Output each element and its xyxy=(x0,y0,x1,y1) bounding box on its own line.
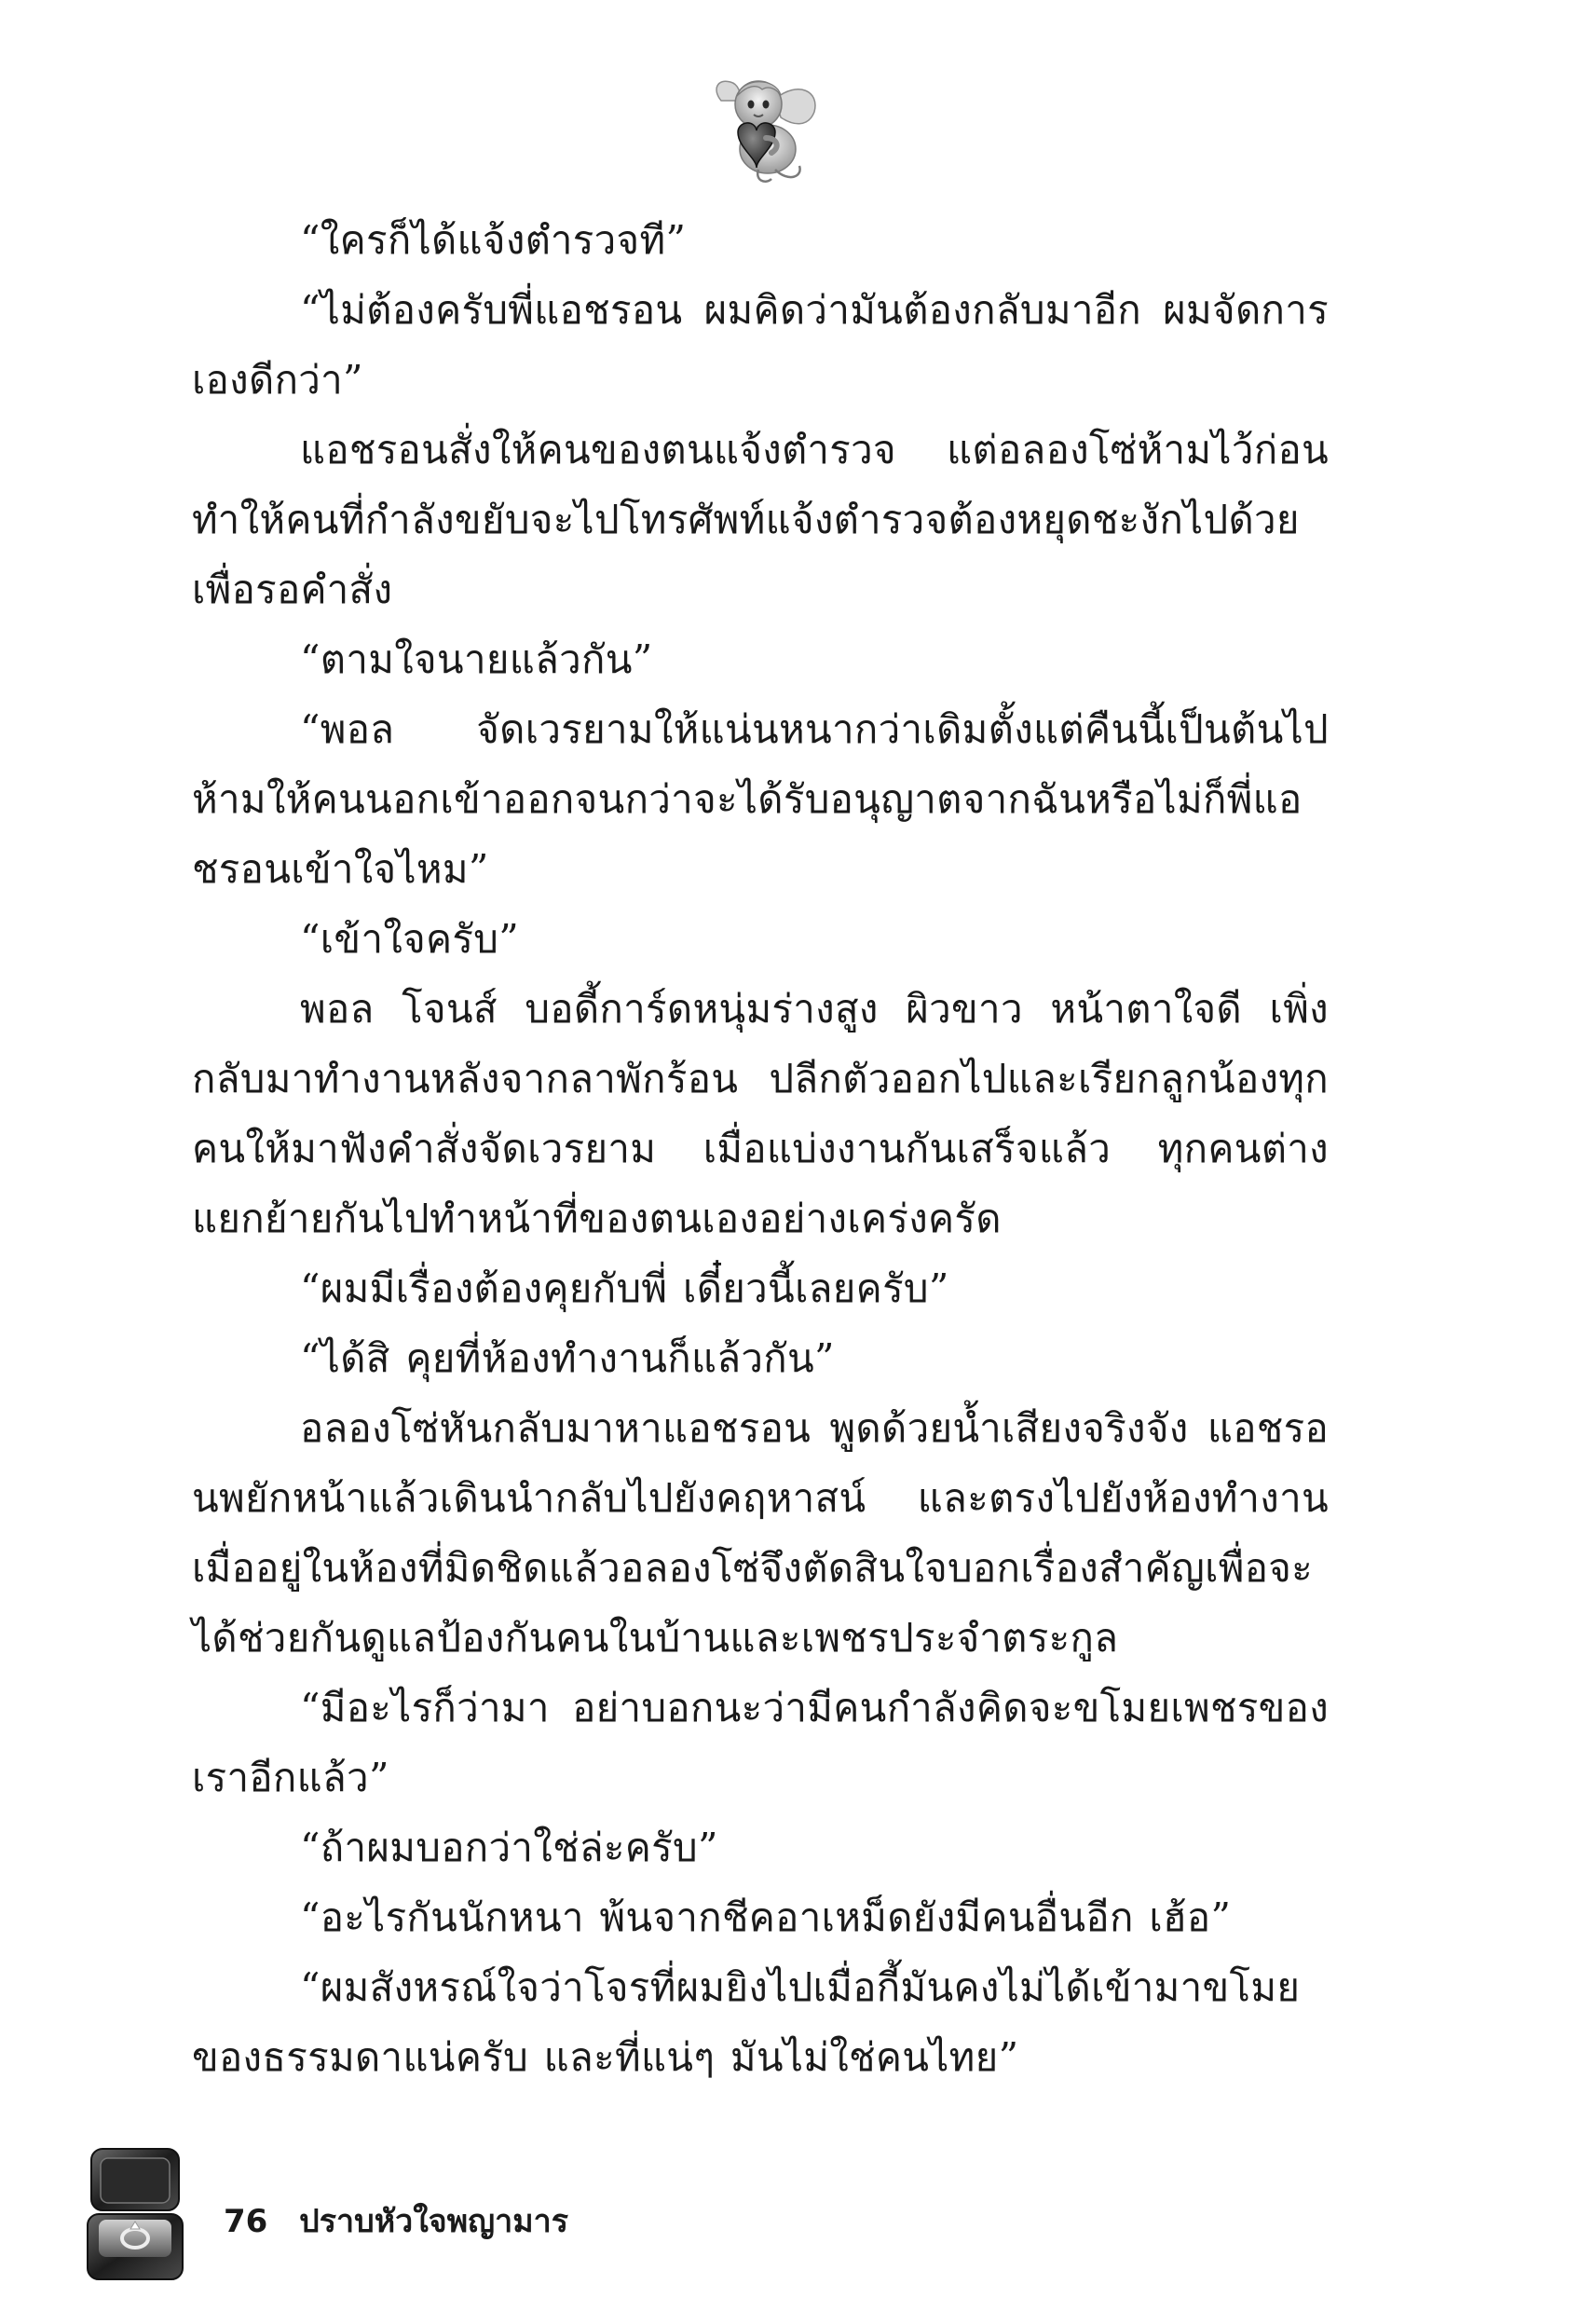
paragraph: “เข้าใจครับ” xyxy=(300,916,520,962)
paragraph: “ได้สิ คุยที่ห้องทำงานก็แล้วกัน” xyxy=(300,1335,835,1381)
paragraph: “มีอะไรก็ว่ามา อย่าบอกนะว่ามีคนกำลังคิดจะขโมยเพชรของเราอีกแล้ว” xyxy=(192,1685,1329,1800)
footer-label xyxy=(224,2195,568,2246)
cupid-with-heart-icon xyxy=(710,73,820,188)
page-footer xyxy=(84,2143,736,2283)
page-body xyxy=(192,205,1329,2092)
paragraph: “ไม่ต้องครับพี่แอชรอน ผมคิดว่ามันต้องกลับมาอีก ผมจัดการเองดีกว่า” xyxy=(192,287,1329,403)
paragraph: “ผมสังหรณ์ใจว่าโจรที่ผมยิงไปเมื่อกี้มันคงไม่ได้เข้ามาขโมยของธรรมดาแน่ครับ และที่แน่ๆ มันไม่ใช่คนไทย” xyxy=(192,1964,1301,2080)
paragraph: อลองโซ่หันกลับมาหาแอชรอน พูดด้วยน้ำเสียงจริงจัง แอชรอนพยักหน้าแล้วเดินนำกลับไปยังคฤหาสน์ และตรงไปยังห้องทำงาน เมื่ออยู่ในห้องที่มิดชิดแล้วอลองโซ่จึงตัดสินใจบอกเรื่องสำคัญเพื่อจะได้ช่วยกันดูแลป้องกันคนในบ้านและเพชรประจำตระกูล xyxy=(192,1405,1329,1661)
paragraph: แอชรอนสั่งให้คนของตนแจ้งตำรวจ แต่อลองโซ่ห้ามไว้ก่อน ทำให้คนที่กำลังขยับจะไปโทรศัพท์แจ้งตำรวจต้องหยุดชะงักไปด้วยเพื่อรอคำสั่ง xyxy=(192,427,1329,612)
book-title: ปราบหัวใจพญามาร xyxy=(299,2203,568,2240)
paragraph: พอล โจนส์ บอดี้การ์ดหนุ่มร่างสูง ผิวขาว หน้าตาใจดี เพิ่งกลับมาทำงานหลังจากลาพักร้อน ปลีกตัวออกไปและเรียกลูกน้องทุกคนให้มาฟังคำสั่งจัดเวรยาม เมื่อแบ่งงานกันเสร็จแล้ว ทุกคนต่างแยกย้ายกันไปทำหน้าที่ของตนเองอย่างเคร่งครัด xyxy=(192,986,1329,1241)
paragraph: “ตามใจนายแล้วกัน” xyxy=(300,636,653,682)
paragraph: “ใครก็ได้แจ้งตำรวจที” xyxy=(300,217,687,263)
paragraph: “ถ้าผมบอกว่าใช่ล่ะครับ” xyxy=(300,1825,718,1870)
paragraph: “พอล จัดเวรยามให้แน่นหนากว่าเดิมตั้งแต่คืนนี้เป็นต้นไป ห้ามให้คนนอกเข้าออกจนกว่าจะได้รับอนุญาตจากฉันหรือไม่ก็พี่แอชรอนเข้าใจไหม” xyxy=(192,706,1329,892)
page-number: 76 xyxy=(224,2203,268,2240)
ring-box-icon xyxy=(84,2143,186,2283)
paragraph: “อะไรกันนักหนา พ้นจากชีคอาเหม็ดยังมีคนอื่นอีก เฮ้อ” xyxy=(300,1894,1232,1940)
paragraph: “ผมมีเรื่องต้องคุยกับพี่ เดี๋ยวนี้เลยครับ” xyxy=(300,1265,949,1311)
